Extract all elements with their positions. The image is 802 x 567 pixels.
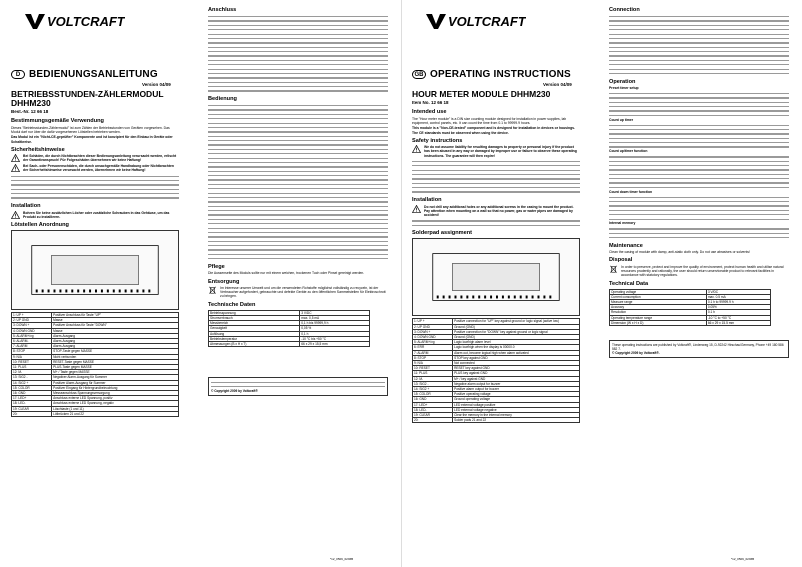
tech-table (208, 310, 370, 347)
table-cell-value: Negative alarm output for buzzer (453, 381, 580, 386)
table-cell-key: 19: CLEAR (12, 406, 52, 411)
crossed-bin-icon (609, 265, 618, 273)
product-title: HOUR METER MODULE DHHM230 (412, 89, 551, 99)
disposal-text: Im Interesse unserer Umwelt und um die verwendeten Rohstoffe möglichst vollständig zu recyceln, ist der Verbraucher aufgefordert, gebrauchte und defekte Geräte zu den öffentlichen Sammelstellen für Elektroschrott zu bringen. (220, 286, 386, 299)
section-connection: Connection (609, 7, 640, 13)
language-badge: D (11, 70, 25, 79)
table-cell-key: 18: LED- (413, 407, 453, 412)
table-cell-value: Positive connection for "UP" key against ground or logic signal (active low) (453, 319, 580, 324)
table-cell-key: 15: COLOR (413, 392, 453, 397)
voltcraft-logo (426, 12, 526, 30)
table-cell-key: 13: SIG2 - (12, 375, 52, 380)
table-cell-value: RESET key against GND (453, 366, 580, 371)
table-cell-key: Current consumption (610, 294, 707, 299)
pcb-illustration (12, 231, 178, 309)
warning-triangle-icon (412, 205, 421, 213)
table-cell-value: -10 °C to +50 °C (706, 315, 770, 320)
voltcraft-logo (25, 12, 125, 30)
install-warning (11, 211, 179, 219)
table-cell-key: 16: GND (12, 391, 52, 396)
table-cell-key: 14: SIG2 + (413, 386, 453, 391)
table-cell-key: 6: ERR (413, 345, 453, 350)
version-label: Version 04/09 (543, 82, 572, 87)
table-cell-value: 0.1 h to 99999.9 h (706, 299, 770, 304)
logo-graphic (426, 12, 526, 30)
warning-triangle-icon (11, 154, 20, 162)
disposal-block (609, 265, 789, 278)
product-title: BETRIEBSSTUNDEN-ZÄHLERMODUL DHHM230 (11, 89, 164, 108)
table-cell-value: 0,1 h (300, 331, 370, 336)
section-solder: Lötstellen Anordnung (11, 221, 69, 228)
intended-text: The "Hour meter module" is a DIN size counting module designed for installation in power supplies, lab equipment, control panels, etc. It can count the time from 0.1 to 99999.9 hours. (412, 116, 567, 125)
section-installation: Installation (412, 197, 442, 204)
safety-warning-text: Bei Schäden, die durch Nichtbeachten dieser Bedienungsanleitung verursacht werden, erlischt der Garantieanspruch! Für Folgeschäden übernehmen wir keine Haftung! (23, 154, 177, 163)
section-tech: Technical Data (609, 280, 649, 287)
tech-table (609, 289, 771, 326)
table-cell-value: PLUS-Taste gegen MASSE (52, 365, 179, 370)
crossed-bin-icon (208, 286, 217, 294)
table-cell-key: Stromverbrauch (209, 315, 300, 320)
pin-table (11, 312, 179, 417)
table-cell-key: 5: ALARM+/vg (12, 333, 52, 338)
table-cell-key: 20: (12, 411, 52, 416)
table-cell-value: -10 °C bis +50 °C (300, 336, 370, 341)
table-cell-value: LED external voltage negative (453, 407, 580, 412)
table-cell-key: 12: M- (413, 376, 453, 381)
table-cell-key: Abmessungen (B x H x T) (209, 341, 300, 346)
table-cell-key: 8: STOP (413, 355, 453, 360)
safety-warning (11, 154, 179, 162)
warning-triangle-icon (11, 211, 20, 219)
table-cell-key: 15: COLOR (12, 385, 52, 390)
table-cell-key: 11: PLUS (413, 371, 453, 376)
table-cell-key: 13: SIG2 - (413, 381, 453, 386)
table-cell-key: 1: UP + (12, 312, 52, 317)
table-cell-value: STOP-Taste gegen MASSE (52, 349, 179, 354)
table-cell-key: Operating voltage (610, 289, 707, 294)
language-badge: GB (412, 70, 426, 79)
table-cell-value: M+ / Taste gegen MASSE (52, 370, 179, 375)
table-cell-value: Not connected (453, 360, 580, 365)
count-up-timer-heading: Count up timer (609, 117, 634, 122)
table-cell-value: Messeanschluss Spannungsversorgung (52, 391, 179, 396)
preset-timer-heading: Preset timer setup (609, 86, 639, 91)
table-cell-key: 7: ALARM (12, 344, 52, 349)
product-number: Best.-Nr. 12 66 18 (11, 109, 49, 114)
table-cell-key: Messbereich (209, 321, 300, 326)
table-cell-key: 17: LED+ (12, 396, 52, 401)
table-cell-value: Ground (GND) (453, 334, 580, 339)
language-heading (11, 69, 158, 80)
safety-warning-text-2: Bei Sach- oder Personenschäden, die durch unsachgemäße Handhabung oder Nichtbeachten der Sicherheitshinweise verursacht werden, übernehmen wir keine Haftung! (23, 164, 174, 173)
table-cell-value: Positive alarm output for buzzer (453, 386, 580, 391)
table-cell-key: 8: STOP (12, 349, 52, 354)
table-cell-key: 14: SIG2 + (12, 380, 52, 385)
table-cell-value: max. 0.5 mA (706, 294, 770, 299)
intended-text: Dieses "Betriebsstunden-Zählermodul" ist zum Zählen der Betriebsstunden von Geräten vorgesehen. Das Modul darf nur über die dafür vorgesehenen Lötstellen betrieben werden. (11, 125, 170, 134)
table-cell-value: STOP key against GND (453, 355, 580, 360)
exclamation-icon (11, 164, 20, 172)
module-diagram (11, 230, 179, 310)
table-cell-value: Anschluss externe LED Spannung, negativ (52, 401, 179, 406)
logo-text: VOLTCRAFT (448, 14, 526, 29)
table-cell-value: Positive connection for "DOWN" key against ground or logic signal (453, 329, 580, 334)
table-cell-key: Measure range (610, 299, 707, 304)
care-text: Die Aussenseite des Moduls sollte nur mit einem weichen, trockenen Tuch oder Pinsel gereinigt werden. (208, 271, 365, 276)
table-cell-value: Löschtaste (1 und 11) (52, 406, 179, 411)
module-diagram (412, 238, 580, 316)
ce-text: Das Modul ist ein "Nicht-CE-geprüfter" Komponente und ist konzipiert für den Einbau in Geräte oder Schaltkreise. (11, 135, 173, 144)
page-english (401, 0, 802, 567)
table-cell-key: 12: M- (12, 370, 52, 375)
count-down-heading: Count down timer function (609, 189, 653, 194)
pin-table (412, 318, 580, 423)
count-up-function-heading: Count up/timer function (609, 149, 648, 154)
safety-warning-2 (11, 164, 179, 172)
tech-row (209, 341, 370, 346)
table-cell-key: 17: LED+ (413, 402, 453, 407)
section-intended-use: Intended use (412, 109, 447, 116)
table-cell-key: Accuracy (610, 305, 707, 310)
section-maintenance: Maintenance (609, 242, 643, 249)
table-cell-value: 66 x 29 x 15,5 mm (300, 341, 370, 346)
internal-memory-heading: Internal memory (609, 221, 636, 226)
table-cell-key: 7: ALARM (413, 350, 453, 355)
table-cell-key: 9: N/A (12, 354, 52, 359)
table-cell-value: Logic low/high alarm level (453, 340, 580, 345)
table-cell-key: 11: PLUS (12, 365, 52, 370)
table-cell-value: Alarm out, become logical high when alarm activated (453, 350, 580, 355)
table-cell-value: LED external voltage positive (453, 402, 580, 407)
section-intended-use: Bestimmungsgemäße Verwendung (11, 118, 104, 125)
table-cell-key: 19: CLEAR (413, 412, 453, 417)
table-cell-value: Clear the memory in the internal memory (453, 412, 580, 417)
section-operation: Operation (609, 78, 636, 85)
pin-row (413, 418, 580, 423)
table-cell-value: Lötbrücken 21 und 22 (52, 411, 179, 416)
ce-text: This module is a "Non-CE-tested" component and is designed for installation in devices or housings. The CE standards must be observed when using the device. (412, 126, 575, 135)
section-solder: Solderpad assignment (412, 230, 472, 237)
version-label: Version 04/09 (142, 82, 171, 87)
table-cell-value: Alarm-Ausgang (52, 333, 179, 338)
table-cell-key: Betriebstemperatur (209, 336, 300, 341)
document-code: *12_0509_02/MB (731, 557, 755, 561)
section-disposal: Disposal (609, 257, 633, 264)
section-safety: Safety instructions (412, 137, 463, 144)
table-cell-key: 2: UP GND (413, 324, 453, 329)
table-cell-value: M+ / key against GND (453, 376, 580, 381)
table-cell-key: 1: UP + (413, 319, 453, 324)
column-b (609, 4, 789, 358)
pcb-illustration (413, 239, 579, 315)
table-cell-value: PLUS key against GND (453, 371, 580, 376)
table-cell-key: Operating temperature range (610, 315, 707, 320)
table-cell-value: Anschluss externe LED Spannung, positiv (52, 396, 179, 401)
table-cell-value: 0,05 % (300, 326, 370, 331)
tech-row (610, 320, 771, 325)
manual-title: BEDIENUNGSANLEITUNG (29, 69, 158, 80)
table-cell-key: 3: DOWN + (12, 323, 52, 328)
section-installation: Installation (11, 203, 41, 210)
safety-warning-text: We do not assume liability for resulting damages to property or personal injury if the product has been abused in any way or damaged by improper use or failure to observe these operating instructions. The guarantee will then expire! (424, 145, 577, 158)
language-heading (412, 69, 571, 80)
pin-row (12, 411, 179, 416)
footer-box (609, 340, 789, 358)
document-code: *12_0509_02/MB (330, 557, 354, 561)
section-operation: Bedienung (208, 96, 237, 103)
table-cell-value: Positive operating voltage (453, 392, 580, 397)
table-cell-key: 16: GND (413, 397, 453, 402)
table-cell-value: max. 0,5 mA (300, 315, 370, 320)
table-cell-value: Masse (52, 328, 179, 333)
section-connection: Anschluss (208, 7, 237, 13)
column-a (412, 90, 580, 423)
table-cell-value: 0,1 h bis 99999,9 h (300, 321, 370, 326)
copyright: © Copyright 2009 by Voltcraft®. (612, 350, 660, 355)
table-cell-key: Resolution (610, 310, 707, 315)
table-cell-value: 0.05% (706, 305, 770, 310)
table-cell-value: Ground operating voltage (453, 397, 580, 402)
table-cell-key: 10: RESET (413, 366, 453, 371)
logo-graphic (25, 12, 125, 30)
table-cell-key: Betriebsspannung (209, 310, 300, 315)
table-cell-key: 10: RESET (12, 359, 52, 364)
table-cell-value: Solder pads 21 and 22 (453, 418, 580, 423)
section-disposal: Entsorgung (208, 278, 240, 285)
copyright: © Copyright 2009 by Voltcraft® (211, 388, 258, 393)
table-cell-key: 2: UP GND (12, 318, 52, 323)
table-cell-value: Alarm-Ausgang (52, 339, 179, 344)
table-cell-value: Ground (GND) (453, 324, 580, 329)
table-cell-value: Negativer Alarm-Ausgang für Summer (52, 375, 179, 380)
footer-note: These operating instructions are published by Voltcraft®, Lindenweg 15, D-92242 Hirschau/Germany, Phone +49 180 586 582 7. (612, 342, 784, 351)
table-cell-key: 20: (413, 418, 453, 423)
table-cell-key: 18: LED- (12, 401, 52, 406)
section-tech: Technische Daten (208, 301, 256, 308)
table-cell-value: Positiver Eingang für Hintergrundbeleuchtung (52, 385, 179, 390)
install-warning (412, 205, 580, 218)
table-cell-key: 5: ALARM+/vg (413, 340, 453, 345)
table-cell-value: RESET-Taste gegen MASSE (52, 359, 179, 364)
table-cell-key: 4: DOWN GND (413, 334, 453, 339)
table-cell-value: 3 V/DC (300, 310, 370, 315)
logo-text: VOLTCRAFT (47, 14, 125, 29)
table-cell-key: 9: N/A (413, 360, 453, 365)
install-warning-text: Do not drill any additional holes or any additional screws in the casing to mount the product. Pay attention when mounting on a wall so that no power, gas or water pipes are damaged by accident! (424, 204, 574, 218)
product-number: Item No. 12 66 18 (412, 100, 449, 105)
safety-warning (412, 145, 580, 158)
column-b (208, 4, 388, 396)
warning-triangle-icon (412, 145, 421, 153)
install-warning-text: Bohren Sie keine zusätzlichen Löcher oder zusätzliche Schrauben in das Gehäuse, um das Produkt zu installieren. (23, 210, 170, 219)
table-cell-key: Genauigkeit (209, 326, 300, 331)
table-cell-value: Positiver Anschluss für Taste "UP" (52, 312, 179, 317)
table-cell-value: Nicht verbunden (52, 354, 179, 359)
section-care: Pflege (208, 263, 225, 270)
disposal-text: In order to preserve, protect and improve the quality of environment, protect human health and utilise natural resources prudently and rationally, the user should return unserviceable product to relevant facilities in accordance with statutory regulations. (621, 264, 784, 278)
table-cell-value: 0.1 h (706, 310, 770, 315)
disposal-block (208, 286, 388, 299)
footer-box (208, 377, 388, 396)
table-cell-key: 3: DOWN + (413, 329, 453, 334)
column-a (11, 90, 179, 417)
section-safety: Sicherheitshinweise (11, 146, 65, 153)
table-cell-key: Dimension (W x H x D) (610, 320, 707, 325)
table-cell-value: Positiver Alarm-Ausgang für Summer (52, 380, 179, 385)
table-cell-value: 3 V/DC (706, 289, 770, 294)
table-cell-value: Positiver Anschluss für Taste "DOWN" (52, 323, 179, 328)
manual-title: OPERATING INSTRUCTIONS (430, 69, 571, 80)
table-cell-key: Auflösung (209, 331, 300, 336)
table-cell-key: 6: ALARM- (12, 339, 52, 344)
table-cell-value: Alarm-Ausgang (52, 344, 179, 349)
table-cell-value: Masse (52, 318, 179, 323)
maintenance-text: Clean the casing of module with damp, anti-static cloth only. Do not use abrasives or solvents! (609, 250, 750, 255)
table-cell-value: 66 x 29 x 15.5 mm (706, 320, 770, 325)
table-cell-key: 4: DOWN GND (12, 328, 52, 333)
table-cell-value: Logic low/high when the display is 00000.0 (453, 345, 580, 350)
